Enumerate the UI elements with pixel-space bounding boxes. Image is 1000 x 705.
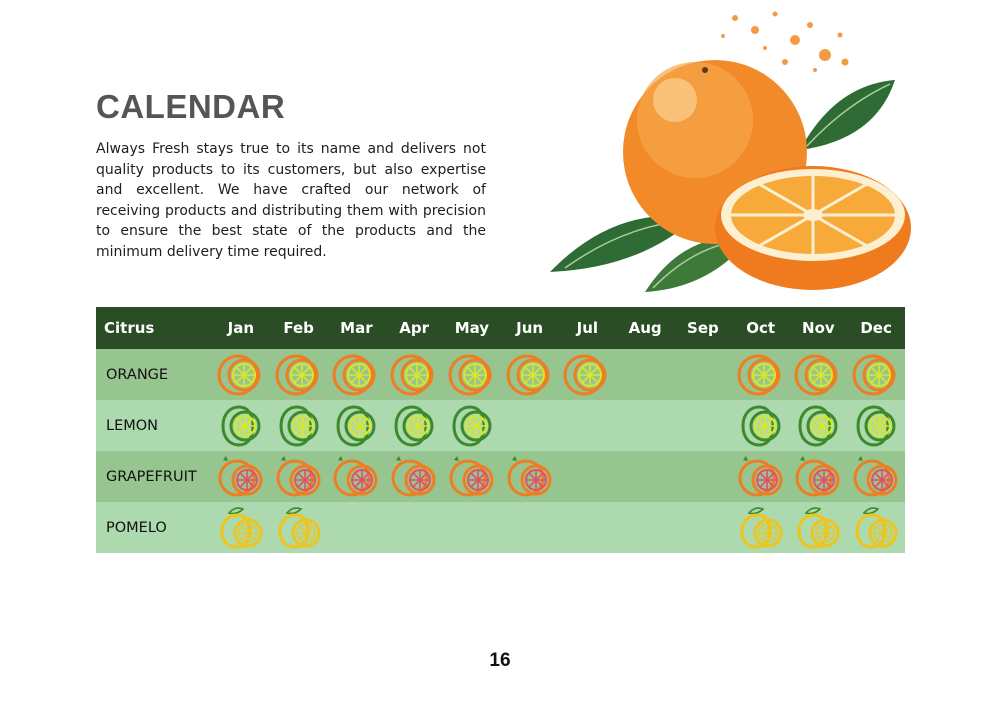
calendar-cell (443, 451, 501, 502)
orange-icon (275, 352, 323, 398)
orange-icon (217, 352, 265, 398)
grapefruit-icon (332, 454, 380, 500)
calendar-cell (790, 502, 848, 553)
lemon-icon (448, 403, 496, 449)
calendar-cell (732, 349, 790, 400)
orange-icon (737, 352, 785, 398)
orange-icon (563, 352, 611, 398)
calendar-cell (212, 502, 270, 553)
grapefruit-icon (217, 454, 265, 500)
fruit-name: GRAPEFRUIT (96, 451, 212, 502)
header-month: Dec (847, 307, 905, 349)
calendar-cell (212, 451, 270, 502)
calendar-cell (270, 451, 328, 502)
grapefruit-icon (852, 454, 900, 500)
lemon-icon (332, 403, 380, 449)
calendar-row-lemon (96, 400, 905, 451)
grapefruit-icon (448, 454, 496, 500)
pomelo-icon (737, 505, 785, 551)
header-month: Mar (328, 307, 386, 349)
pomelo-icon (217, 505, 265, 551)
lemon-icon (217, 403, 265, 449)
calendar-cell (385, 451, 443, 502)
calendar-cell (328, 349, 386, 400)
calendar-cell (328, 400, 386, 451)
header-month: May (443, 307, 501, 349)
orange-icon (332, 352, 380, 398)
grapefruit-icon (275, 454, 323, 500)
calendar-cell (674, 502, 732, 553)
calendar-cell (559, 451, 617, 502)
header-month: Feb (270, 307, 328, 349)
orange-icon (448, 352, 496, 398)
grapefruit-icon (506, 454, 554, 500)
calendar-cell (732, 451, 790, 502)
calendar-cell (790, 349, 848, 400)
calendar-cell (212, 349, 270, 400)
page-number: 16 (489, 650, 511, 671)
calendar-cell (616, 400, 674, 451)
header-month: Oct (732, 307, 790, 349)
pomelo-icon (275, 505, 323, 551)
header-month: Jul (559, 307, 617, 349)
lemon-icon (390, 403, 438, 449)
calendar-cell (559, 502, 617, 553)
lemon-icon (275, 403, 323, 449)
header-month: Sep (674, 307, 732, 349)
calendar-cell (270, 502, 328, 553)
orange-icon (852, 352, 900, 398)
header-month: Jan (212, 307, 270, 349)
fruit-name: POMELO (96, 502, 212, 553)
calendar-cell (790, 451, 848, 502)
header-month: Apr (385, 307, 443, 349)
calendar-cell (616, 451, 674, 502)
calendar-cell (501, 349, 559, 400)
calendar-cell (616, 349, 674, 400)
calendar-cell (443, 400, 501, 451)
calendar-cell (559, 349, 617, 400)
calendar-cell (674, 400, 732, 451)
calendar-cell (674, 451, 732, 502)
calendar-cell (732, 400, 790, 451)
calendar-cell (270, 349, 328, 400)
calendar-row-grapefruit (96, 451, 905, 502)
calendar-row-orange (96, 349, 905, 400)
calendar-cell (847, 400, 905, 451)
grapefruit-icon (794, 454, 842, 500)
lemon-icon (794, 403, 842, 449)
calendar-cell (559, 400, 617, 451)
lemon-icon (852, 403, 900, 449)
header-month: Aug (616, 307, 674, 349)
calendar-cell (790, 400, 848, 451)
header-month: Nov (790, 307, 848, 349)
grapefruit-icon (390, 454, 438, 500)
orange-icon (794, 352, 842, 398)
page-title: CALENDAR (96, 88, 286, 125)
calendar-cell (443, 349, 501, 400)
calendar-cell (847, 451, 905, 502)
calendar-cell (443, 502, 501, 553)
pomelo-icon (852, 505, 900, 551)
lemon-icon (737, 403, 785, 449)
calendar-row-pomelo (96, 502, 905, 553)
calendar-cell (616, 502, 674, 553)
watercolor-orange-illustration (545, 0, 915, 300)
calendar-cell (328, 451, 386, 502)
header-month: Jun (501, 307, 559, 349)
orange-icon (506, 352, 554, 398)
fruit-name: ORANGE (96, 349, 212, 400)
calendar-cell (385, 349, 443, 400)
orange-icon (390, 352, 438, 398)
header-citrus: Citrus (96, 307, 212, 349)
calendar-cell (385, 400, 443, 451)
fruit-name: LEMON (96, 400, 212, 451)
calendar-cell (674, 349, 732, 400)
pomelo-icon (794, 505, 842, 551)
calendar-cell (270, 400, 328, 451)
calendar-cell (501, 400, 559, 451)
calendar-header-row (96, 307, 905, 349)
calendar-cell (847, 502, 905, 553)
calendar-cell (847, 349, 905, 400)
calendar-cell (385, 502, 443, 553)
grapefruit-icon (737, 454, 785, 500)
calendar-cell (212, 400, 270, 451)
intro-paragraph: Always Fresh stays true to its name and delivers not quality products to its customers, but also expertise and excellent. We have crafted our network of receiving products and distributing them with precision to ensure the best state of the products and the minimum delivery time required. (96, 141, 486, 260)
calendar-cell (732, 502, 790, 553)
calendar-cell (328, 502, 386, 553)
citrus-calendar-table (96, 307, 905, 553)
calendar-cell (501, 502, 559, 553)
calendar-cell (501, 451, 559, 502)
